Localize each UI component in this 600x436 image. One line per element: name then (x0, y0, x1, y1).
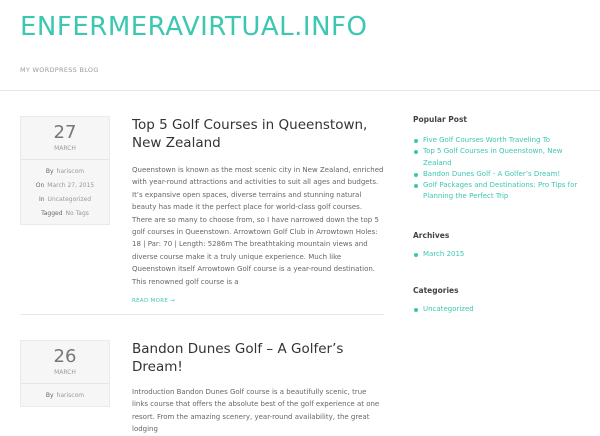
site-title[interactable]: ENFERMERAVIRTUAL.INFO (20, 12, 368, 42)
popular-post-link[interactable]: Bandon Dunes Golf - A Golfer’s Dream! (423, 169, 561, 178)
post-date-day: 27 (53, 122, 77, 143)
bullet-icon (414, 139, 418, 143)
meta-label: By (45, 391, 54, 399)
post-tags-row (21, 206, 109, 220)
archives-widget (413, 231, 583, 260)
post-meta-box (20, 116, 110, 225)
post-date[interactable]: March 27, 2015 (47, 181, 95, 189)
list-item[interactable] (413, 304, 583, 315)
meta-label: On (35, 181, 45, 189)
post-author[interactable]: hariscom (56, 167, 85, 175)
read-more-link[interactable]: READ MORE → (132, 298, 176, 305)
post-date-month: MARCH (54, 145, 76, 152)
post-date-block (21, 117, 109, 160)
meta-label: In (38, 195, 45, 203)
meta-label: Tagged (41, 209, 63, 217)
category-link[interactable]: Uncategorized (423, 305, 474, 313)
archive-link[interactable]: March 2015 (423, 250, 465, 258)
categories-title: Categories (413, 286, 459, 295)
post-body (132, 340, 384, 436)
archives-list (413, 249, 583, 260)
popular-post-list (413, 135, 583, 203)
categories-list (413, 304, 583, 315)
post-date-row (21, 178, 109, 192)
list-item[interactable] (413, 135, 583, 146)
list-item[interactable] (413, 146, 583, 169)
popular-post-title: Popular Post (413, 115, 467, 124)
post-tags: No Tags (65, 209, 89, 217)
post-date-month: MARCH (54, 369, 76, 376)
archives-title: Archives (413, 231, 450, 240)
post-author-row (21, 388, 109, 402)
bullet-icon (414, 150, 418, 154)
bullet-icon (414, 308, 418, 312)
post-title[interactable]: Bandon Dunes Golf – A Golfer’s Dream! (132, 341, 344, 375)
list-item[interactable] (413, 169, 583, 180)
post-body (132, 116, 384, 304)
post-author-row (21, 164, 109, 178)
popular-post-link[interactable]: Five Golf Courses Worth Traveling To (423, 136, 551, 144)
site-description: MY WORDPRESS BLOG (20, 66, 99, 74)
post-excerpt: Introduction Bandon Dunes Golf course is a beautifully scenic, true links course that offers the absolute best of the golf experience at one resort. From the amazing scenery, year-round availability, the great lodging (132, 388, 380, 434)
header-divider (0, 90, 600, 91)
popular-post-link[interactable]: Top 5 Golf Courses in Queenstown, New Zealand (423, 147, 563, 167)
bullet-icon (414, 184, 418, 188)
list-item[interactable] (413, 180, 583, 203)
list-item[interactable] (413, 249, 583, 260)
post-title[interactable]: Top 5 Golf Courses in Queenstown, New Zealand (132, 117, 368, 151)
post-date-day: 26 (53, 346, 77, 367)
site-header (0, 0, 600, 90)
post-date-block (21, 341, 109, 384)
meta-label: By (45, 167, 54, 175)
categories-widget (413, 286, 583, 315)
bullet-icon (414, 253, 418, 257)
post-category[interactable]: Uncategorized (47, 195, 92, 203)
post-excerpt: Queenstown is known as the most scenic city in New Zealand, enriched with year-round attractions and activities to suit all ages and budgets. It’s expansive open spaces, diverse terrains and stunning natural beauty has made it the perfect place for world-class golf courses. There are so many to choose from, so I have narrowed down the top 5 golf courses in Queenstown. Arrowtown Golf Club in Arrowtown Holes: 18 | Par: 70 | Length: 5286m The breathtaking mountain views and diverse course make it a truly unique experience. Much like Queenstown itself Arrowtown Golf course is a year-round destination. This renowned golf course is a (132, 166, 384, 286)
post-divider (20, 314, 384, 315)
bullet-icon (414, 173, 418, 177)
popular-post-link[interactable]: Golf Packages and Destinations: Pro Tips for Planning the Perfect Trip (423, 181, 578, 201)
post-author[interactable]: hariscom (56, 391, 85, 399)
post-meta-box (20, 340, 110, 407)
post-category-row (21, 192, 109, 206)
popular-post-widget (413, 115, 583, 203)
